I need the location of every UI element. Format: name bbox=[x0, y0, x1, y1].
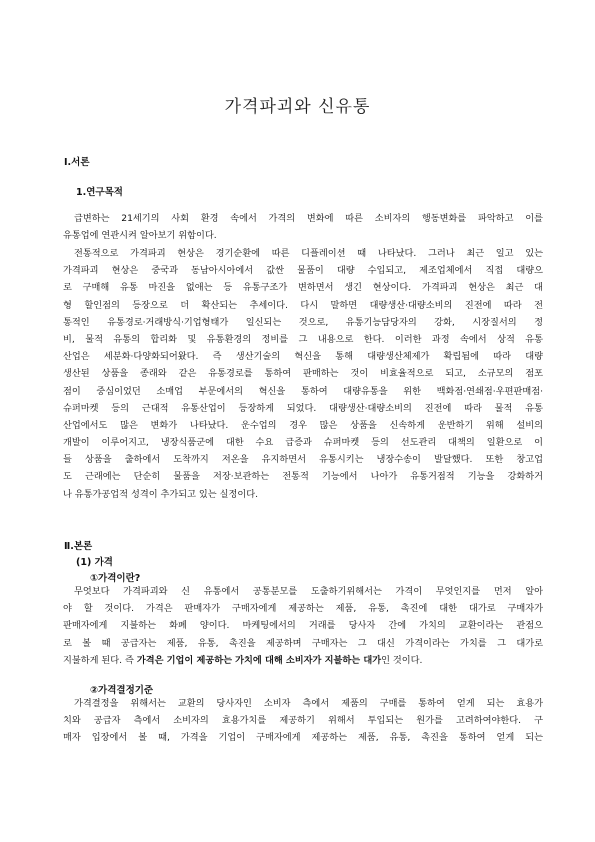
paragraph-line: 치와 공급자 측에서 소비자의 효용가치를 제공하기 위해서 투입되는 원가를 고려하여야한다. 구 bbox=[63, 715, 543, 727]
paragraph-pricing-criteria bbox=[63, 695, 543, 747]
paragraph-price-definition bbox=[63, 583, 543, 669]
paragraph-line: 산업에서도 많은 변화가 나타났다. 운수업의 경우 많은 상품을 신속하게 운반하기 위해 설비의 bbox=[63, 419, 543, 431]
paragraph-line: 전통적으로 가격파괴 현상은 경기순환에 따른 디플레이션 때 나타났다. 그러나 최근 일고 있는 bbox=[74, 248, 543, 259]
paragraph-line: 들 상품을 출하에서 도착까지 저온을 유지하면서 유통시키는 냉장수송이 발달했다. 또한 창고업 bbox=[63, 454, 543, 466]
paragraph-line: 매자 입장에서 볼 때, 가격을 기업이 구매자에게 제공하는 제품, 유통, 촉진을 통하여 얻게 되는 bbox=[63, 732, 543, 744]
paragraph-line: 로 구매해 유통 마진을 없애는 등 유통구조가 변하면서 생긴 현상이다. 가격파괴 현상은 최근 대 bbox=[63, 282, 543, 294]
paragraph-line: 가격파괴 현상은 중국과 동남아시아에서 값싼 물품이 대량 수입되고, 제조업체에서 직접 대량으 bbox=[63, 265, 543, 277]
paragraph-line: 비, 물적 유통의 합리화 및 유통환경의 정비를 그 내용으로 한다. 이러한 과정 속에서 상적 유통 bbox=[63, 333, 543, 345]
paragraph-line: 판매자에게 지불하는 화폐 양이다. 마케팅에서의 거래를 당사자 간에 가치의 교환이라는 관점으 bbox=[63, 620, 543, 632]
subsection-heading-purpose: 1.연구목적 bbox=[76, 187, 123, 198]
paragraph-purpose bbox=[63, 210, 543, 244]
question-heading-what-is-price: ①가격이란? bbox=[90, 573, 141, 584]
paragraph-line: 산업은 세분화·다양화되어왔다. 즉 생산기술의 혁신을 통해 대량생산체제가 확립됨에 따라 대량 bbox=[63, 351, 543, 363]
paragraph-line: 가격결정을 위해서는 교환의 당사자인 소비자 측에서 제품의 구매를 통하여 얻게 되는 효용가 bbox=[74, 698, 543, 709]
paragraph-line: 무엇보다 가격파괴와 신 유통에서 공통분모를 도출하기위해서는 가격이 무엇인지를 먼저 알아 bbox=[74, 586, 543, 597]
paragraph-line: 급변하는 21세기의 사회 환경 속에서 가격의 변화에 따른 소비자의 행동변화를 파악하고 이를 bbox=[74, 213, 543, 224]
emphasis-text: 가격은 기업이 제공하는 가치에 대해 소비자가 지불하는 대가 bbox=[136, 654, 382, 666]
paragraph-line: 생산된 상품을 종래와 같은 유통경로를 통하여 판매하는 것이 비효율적으로 되고, 소규모의 점포 bbox=[63, 368, 543, 380]
section-heading-body: Ⅱ.본론 bbox=[64, 541, 93, 552]
paragraph-line: 슈퍼마켓 등의 근대적 유통산업이 등장하게 되었다. 대량생산·대량소비의 진전에 따라 물적 유통 bbox=[63, 402, 543, 414]
paragraph-background bbox=[63, 245, 543, 503]
paragraph-line: 도 근래에는 단순히 물품을 저장·보관하는 전통적 기능에서 나아가 유통거점적 기능을 강화하거 bbox=[63, 471, 543, 483]
paragraph-line: 점이 중심이었던 소매업 부문에서의 혁신을 통하여 대량유통을 위한 백화점·연쇄점·우편판매점· bbox=[63, 385, 543, 397]
paragraph-line: 로 볼 때 공급자는 제품, 유통, 촉진을 제공하며 구매자는 그 대신 가격이라는 가치를 그 대가로 bbox=[63, 637, 543, 649]
line-text: 즉 bbox=[122, 654, 137, 666]
document-title: 가격파괴와 신유통 bbox=[224, 97, 371, 117]
section-heading-intro: Ⅰ.서론 bbox=[64, 157, 90, 168]
paragraph-line: 유통업에 연관시켜 알아보기 위함이다. bbox=[63, 230, 217, 242]
paragraph-line: 나 유통가공업적 성격이 추가되고 있는 실정이다. bbox=[63, 488, 259, 500]
paragraph-line: 형 할인점의 등장으로 더 확산되는 추세이다. 다시 말하면 대량생산·대량소비의 진전에 따라 전 bbox=[63, 299, 543, 311]
line-text: 인 것이다. bbox=[381, 654, 423, 666]
paragraph-line: 통적인 유통경로·거래방식·기업형태가 일신되는 것으로, 유통기능담당자의 강화, 시장질서의 정 bbox=[63, 316, 543, 328]
paragraph-line bbox=[63, 652, 543, 669]
paragraph-line: 야 할 것이다. 가격은 판매자가 구매자에게 제공하는 제품, 유통, 촉진에 대한 대가로 구매자가 bbox=[63, 603, 543, 615]
subsection-heading-price: (1) 가격 bbox=[76, 557, 113, 568]
line-text: 지불하게 된다. bbox=[63, 654, 123, 666]
question-heading-pricing-criteria: ②가격결정기준 bbox=[90, 685, 154, 696]
paragraph-line: 개발이 이루어지고, 냉장식품군에 대한 수요 급증과 슈퍼마켓 등의 선도관리 대책의 일환으로 이 bbox=[63, 437, 543, 449]
